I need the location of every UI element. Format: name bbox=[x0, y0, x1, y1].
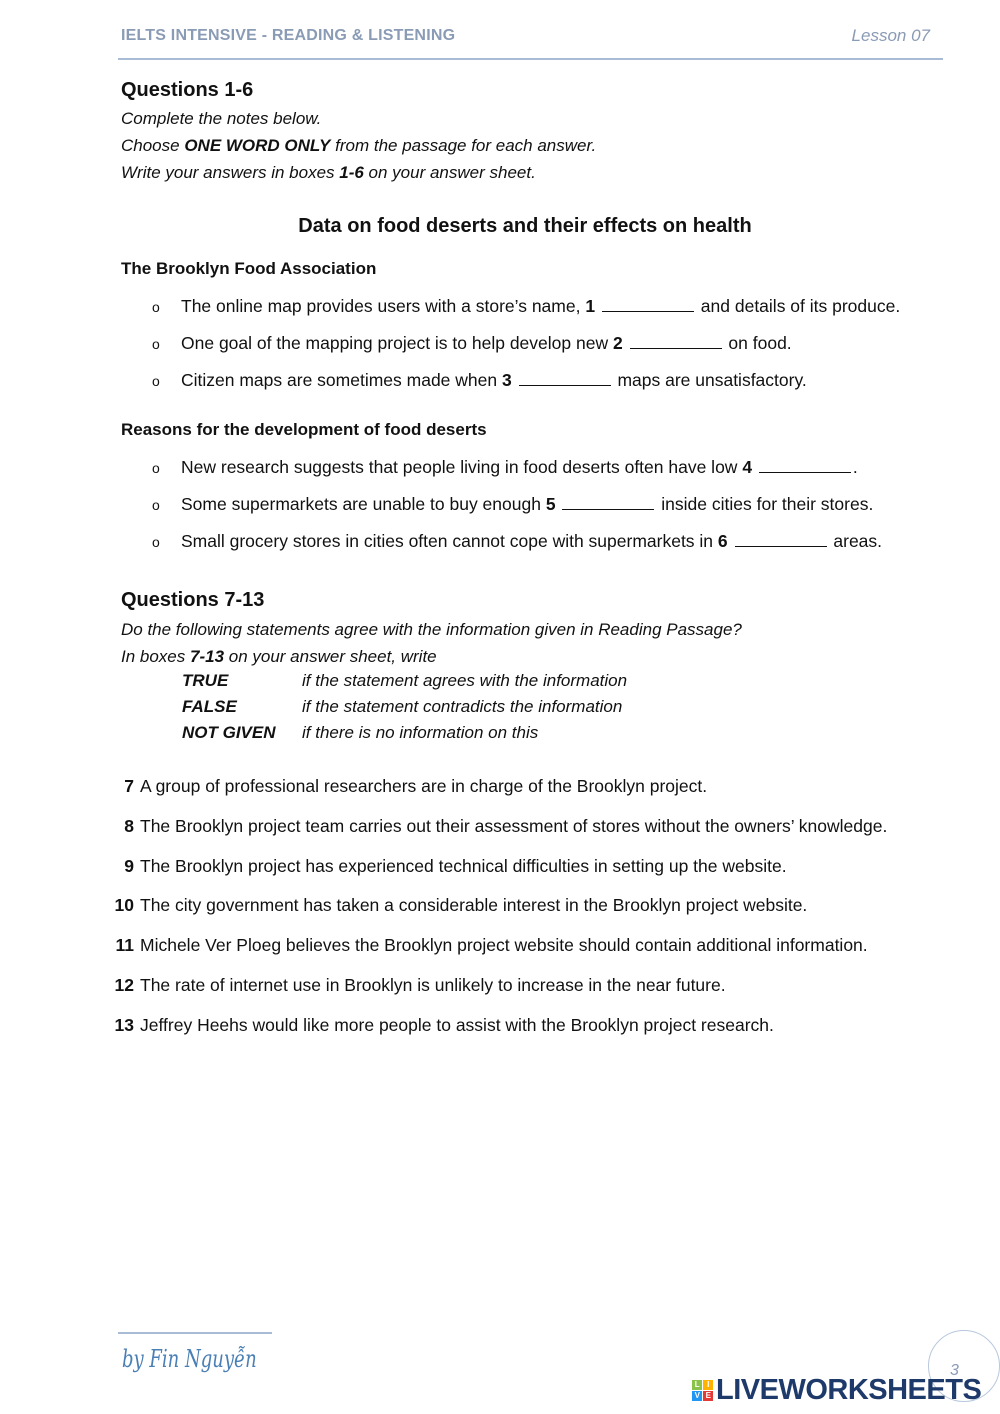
page-number: 3 bbox=[950, 1362, 959, 1379]
header-divider bbox=[118, 58, 943, 60]
statement-number: 8 bbox=[124, 815, 134, 836]
section-heading: Reasons for the development of food deserts bbox=[121, 420, 487, 439]
answer-input-6[interactable] bbox=[735, 532, 827, 547]
bullet-icon: o bbox=[152, 299, 160, 315]
note-text: The online map provides users with a store’s name, bbox=[181, 296, 586, 316]
note-item bbox=[152, 494, 873, 515]
statement-text: The Brooklyn project has experienced technical difficulties in setting up the website. bbox=[140, 855, 787, 876]
statement-text: The city government has taken a considerable interest in the Brooklyn project website. bbox=[140, 895, 808, 916]
answer-key-row bbox=[182, 671, 627, 691]
notes-title: Data on food deserts and their effects on health bbox=[298, 215, 752, 237]
note-item bbox=[152, 531, 882, 552]
note-text: inside cities for their stores. bbox=[656, 494, 874, 514]
bullet-icon: o bbox=[152, 336, 160, 352]
note-text: maps are unsatisfactory. bbox=[612, 370, 807, 390]
question-number: 3 bbox=[501, 370, 512, 390]
statement-item bbox=[112, 935, 868, 956]
statement-number: 10 bbox=[114, 895, 134, 916]
note-item bbox=[152, 296, 900, 317]
key-label: NOT GIVEN bbox=[182, 723, 276, 742]
lesson-label: Lesson 07 bbox=[851, 26, 930, 45]
note-text: Some supermarkets are unable to buy enough bbox=[181, 494, 546, 514]
header-title: IELTS INTENSIVE - READING & LISTENING bbox=[121, 27, 456, 44]
statement-item bbox=[112, 895, 807, 916]
answer-input-5[interactable] bbox=[562, 495, 654, 510]
answer-input-4[interactable] bbox=[759, 458, 851, 473]
statement-text: Jeffrey Heehs would like more people to assist with the Brooklyn project research. bbox=[140, 1014, 774, 1035]
section-heading: The Brooklyn Food Association bbox=[121, 259, 377, 278]
instruction-line: In boxes 7-13 on your answer sheet, write bbox=[121, 647, 437, 666]
logo-tiles-icon: L I V E bbox=[692, 1380, 713, 1401]
instruction-line: Choose ONE WORD ONLY from the passage for each answer. bbox=[121, 136, 597, 155]
note-item bbox=[152, 370, 807, 391]
note-text: on food. bbox=[723, 333, 792, 353]
bullet-icon: o bbox=[152, 373, 160, 389]
statement-item bbox=[112, 975, 726, 996]
question-number: 5 bbox=[545, 494, 556, 514]
note-text: areas. bbox=[828, 531, 883, 551]
note-text: . bbox=[852, 457, 858, 477]
answer-input-2[interactable] bbox=[630, 334, 722, 349]
note-text: Citizen maps are sometimes made when bbox=[181, 370, 502, 390]
statement-item bbox=[112, 856, 787, 877]
key-meaning: if the statement contradicts the information bbox=[302, 697, 623, 716]
answer-input-3[interactable] bbox=[519, 371, 611, 386]
author-signature: by Fin Nguyễn bbox=[122, 1345, 257, 1373]
answer-input-1[interactable] bbox=[602, 297, 694, 312]
question-number: 4 bbox=[742, 457, 753, 477]
statement-text: A group of professional researchers are in charge of the Brooklyn project. bbox=[140, 776, 708, 796]
answer-key-row bbox=[182, 723, 538, 743]
statement-number: 12 bbox=[114, 975, 134, 995]
instruction-line: Complete the notes below. bbox=[121, 109, 322, 128]
statement-number: 7 bbox=[124, 776, 134, 796]
statement-item bbox=[112, 1015, 774, 1036]
bullet-icon: o bbox=[152, 534, 160, 550]
key-label: TRUE bbox=[182, 671, 229, 690]
questions-1-6-title: Questions 1-6 bbox=[121, 79, 254, 101]
statement-item bbox=[112, 816, 887, 837]
instruction-line: Do the following statements agree with the information given in Reading Passage? bbox=[121, 620, 742, 639]
note-item bbox=[152, 457, 858, 478]
answer-key-row bbox=[182, 697, 622, 717]
key-label: FALSE bbox=[182, 697, 237, 716]
statement-number: 11 bbox=[115, 935, 134, 956]
instructions-7-13 bbox=[121, 616, 742, 670]
instruction-line: Write your answers in boxes 1-6 on your answer sheet. bbox=[121, 163, 536, 182]
note-text: One goal of the mapping project is to help develop new bbox=[181, 333, 613, 353]
statement-text: The rate of internet use in Brooklyn is unlikely to increase in the near future. bbox=[140, 975, 726, 995]
note-text: and details of its produce. bbox=[695, 296, 901, 316]
bullet-icon: o bbox=[152, 497, 160, 513]
note-item bbox=[152, 333, 792, 354]
key-meaning: if there is no information on this bbox=[302, 723, 539, 742]
note-text: Small grocery stores in cities often cannot cope with supermarkets in bbox=[181, 531, 718, 551]
statement-item bbox=[112, 776, 707, 797]
question-number: 1 bbox=[585, 296, 596, 316]
key-meaning: if the statement agrees with the information bbox=[302, 671, 628, 690]
note-text: New research suggests that people living in food deserts often have low bbox=[181, 457, 743, 477]
statement-text: The Brooklyn project team carries out their assessment of stores without the owners’ knowledge. bbox=[140, 815, 888, 836]
footer-divider bbox=[118, 1332, 272, 1334]
instructions-1-6 bbox=[121, 105, 596, 186]
question-number: 6 bbox=[717, 531, 728, 551]
questions-7-13-title: Questions 7-13 bbox=[121, 589, 265, 611]
statement-text: Michele Ver Ploeg believes the Brooklyn project website should contain additional information. bbox=[140, 935, 868, 956]
statement-number: 13 bbox=[114, 1014, 134, 1035]
statement-number: 9 bbox=[124, 855, 134, 876]
brand-name: LIVEWORKSHEETS bbox=[716, 1374, 982, 1406]
question-number: 2 bbox=[612, 333, 623, 353]
liveworksheets-logo bbox=[692, 1374, 981, 1407]
bullet-icon: o bbox=[152, 460, 160, 476]
